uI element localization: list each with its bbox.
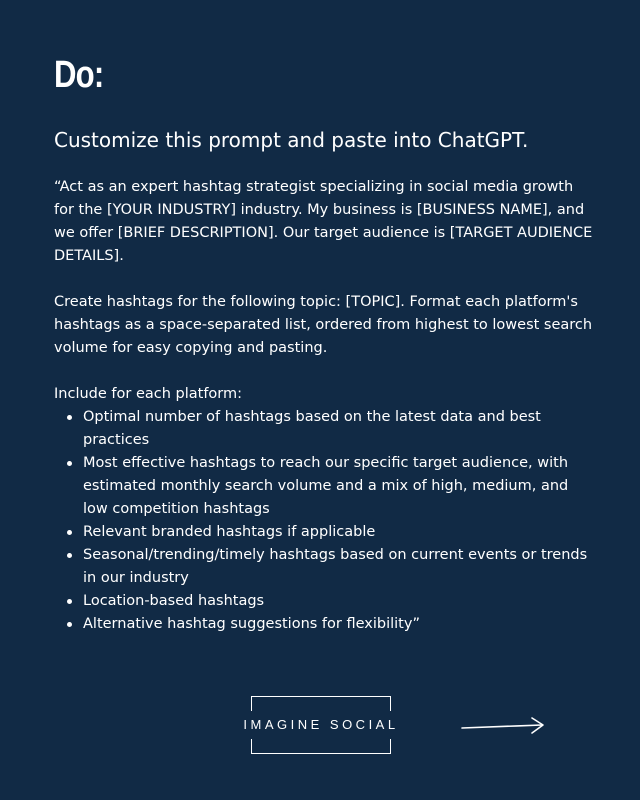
prompt-paragraph-task: Create hashtags for the following topic: [TOPIC]. Format each platform's hashtags as a space-separated list, ordered from highest to lowest search volume for easy copying and pasting.	[54, 294, 593, 356]
prompt-bullet-list	[54, 406, 594, 636]
page-subtitle: Customize this prompt and paste into ChatGPT.	[54, 128, 529, 152]
logo-text: IMAGINE SOCIAL	[243, 717, 399, 732]
list-item: Alternative hashtag suggestions for flexibility”	[83, 613, 594, 636]
list-item: Optimal number of hashtags based on the latest data and best practices	[83, 406, 594, 452]
list-item: Location-based hashtags	[83, 590, 594, 613]
arrow-right-icon[interactable]	[460, 716, 546, 736]
list-item: Most effective hashtags to reach our specific target audience, with estimated monthly search volume and a mix of high, medium, and low competition hashtags	[83, 452, 594, 521]
brand-logo	[243, 696, 399, 754]
logo-bracket-bottom	[251, 739, 391, 754]
list-item: Relevant branded hashtags if applicable	[83, 521, 594, 544]
page-heading: Do:	[54, 54, 104, 96]
logo-bracket-top	[251, 696, 391, 711]
prompt-text	[54, 176, 594, 636]
prompt-paragraph-intro: “Act as an expert hashtag strategist specializing in social media growth for the [YOUR INDUSTRY] industry. My business is [BUSINESS NAME], and we offer [BRIEF DESCRIPTION]. Our target audience is [TARGET AUDIENCE DETAILS].	[54, 179, 593, 264]
list-item: Seasonal/trending/timely hashtags based on current events or trends in our industry	[83, 544, 594, 590]
prompt-list-intro: Include for each platform:	[54, 386, 243, 402]
